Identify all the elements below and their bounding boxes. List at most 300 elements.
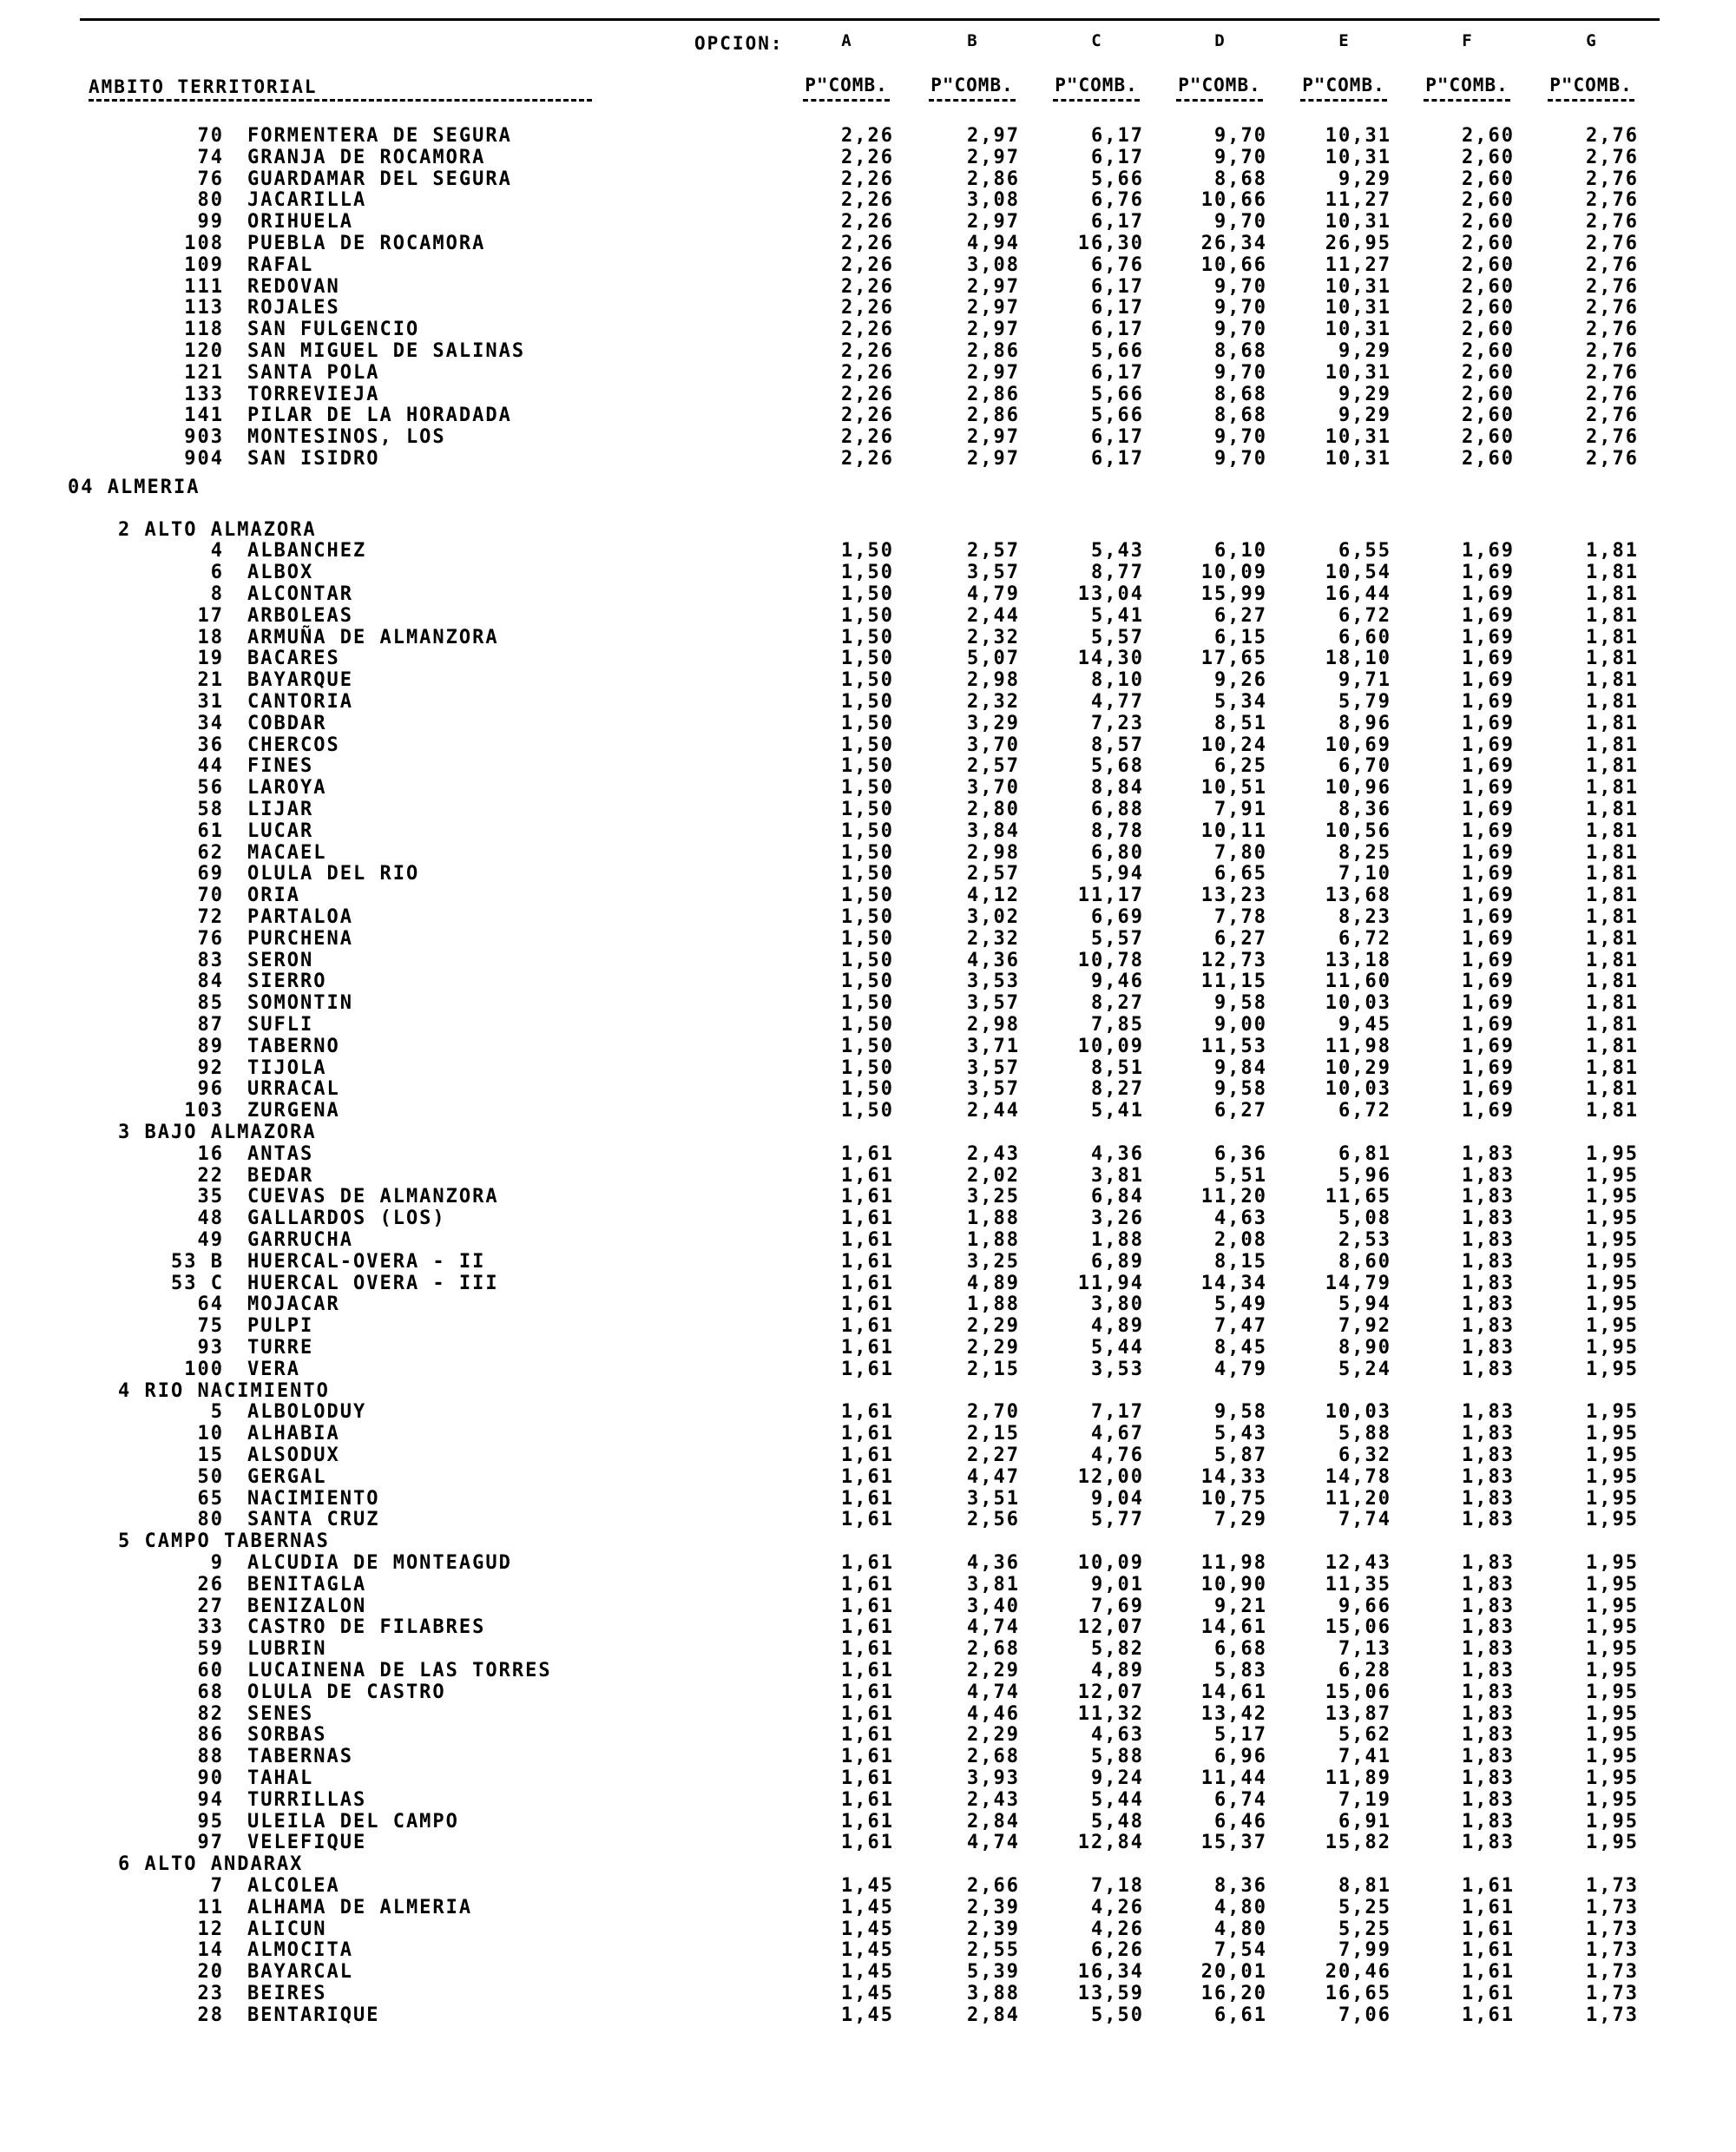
- price-value-a: 1,45: [841, 1918, 894, 1940]
- municipality-code: 65: [197, 1487, 224, 1510]
- municipality-code: 6: [210, 562, 224, 584]
- price-value-f: 1,69: [1462, 562, 1515, 584]
- price-value-b: 2,97: [967, 146, 1020, 168]
- price-value-b: 2,68: [967, 1638, 1020, 1661]
- municipality-name: ANTAS: [247, 1142, 314, 1165]
- municipality-code: 53 B: [171, 1250, 224, 1273]
- price-value-d: 10,11: [1200, 819, 1267, 842]
- price-value-g: 1,81: [1586, 691, 1639, 713]
- price-value-e: 6,72: [1338, 927, 1391, 950]
- price-value-a: 2,26: [841, 211, 894, 234]
- price-value-d: 5,87: [1214, 1445, 1267, 1466]
- price-value-e: 26,95: [1325, 233, 1391, 254]
- column-letter: F: [1462, 31, 1472, 50]
- price-value-g: 1,95: [1586, 1595, 1639, 1617]
- municipality-name: LUCAINENA DE LAS TORRES: [247, 1660, 552, 1681]
- price-value-c: 6,17: [1091, 297, 1144, 319]
- price-value-g: 1,73: [1586, 1875, 1639, 1897]
- price-value-d: 17,65: [1200, 648, 1267, 670]
- price-value-g: 1,95: [1586, 1702, 1639, 1725]
- price-value-e: 10,31: [1325, 319, 1391, 341]
- price-value-e: 7,06: [1338, 2004, 1391, 2026]
- price-value-e: 18,10: [1325, 648, 1391, 670]
- price-value-e: 10,31: [1325, 361, 1391, 384]
- price-value-e: 10,96: [1325, 777, 1391, 800]
- price-value-a: 1,50: [841, 540, 894, 563]
- table-row: [0, 1078, 1736, 1100]
- price-value-e: 15,82: [1325, 1832, 1391, 1854]
- price-value-b: 2,57: [967, 540, 1020, 563]
- table-row: [0, 1552, 1736, 1574]
- table-row: [0, 540, 1736, 562]
- price-value-b: 3,53: [967, 971, 1020, 993]
- price-value-g: 1,95: [1586, 1142, 1639, 1165]
- price-value-a: 1,50: [841, 841, 894, 864]
- price-value-c: 12,00: [1077, 1465, 1144, 1488]
- municipality-code: 36: [197, 734, 224, 756]
- price-value-a: 1,61: [841, 1681, 894, 1703]
- municipality-code: 64: [197, 1293, 224, 1316]
- price-value-a: 1,45: [841, 1896, 894, 1918]
- price-value-b: 2,86: [967, 340, 1020, 362]
- price-value-g: 1,81: [1586, 885, 1639, 907]
- price-value-a: 1,50: [841, 691, 894, 713]
- price-value-a: 1,50: [841, 648, 894, 670]
- price-value-c: 8,84: [1091, 777, 1144, 800]
- price-value-f: 1,83: [1462, 1358, 1515, 1380]
- price-value-g: 1,81: [1586, 819, 1639, 842]
- table-row: [0, 1897, 1736, 1918]
- municipality-name: JACARILLA: [247, 189, 367, 212]
- price-value-a: 1,61: [841, 1595, 894, 1617]
- price-value-c: 6,17: [1091, 146, 1144, 168]
- municipality-name: RAFAL: [247, 253, 314, 276]
- price-value-g: 2,76: [1586, 297, 1639, 319]
- municipality-code: 62: [197, 841, 224, 864]
- price-value-a: 1,45: [841, 2004, 894, 2026]
- municipality-code: 60: [197, 1660, 224, 1681]
- column-header: P"COMB.: [1549, 75, 1633, 95]
- price-value-d: 12,73: [1200, 949, 1267, 971]
- price-value-c: 8,57: [1091, 734, 1144, 756]
- price-value-e: 16,65: [1325, 1983, 1391, 2004]
- municipality-code: 28: [197, 2004, 224, 2026]
- price-value-e: 6,72: [1338, 604, 1391, 627]
- municipality-code: 80: [197, 189, 224, 212]
- price-value-e: 7,92: [1338, 1315, 1391, 1338]
- price-value-b: 4,89: [967, 1272, 1020, 1294]
- price-value-d: 10,90: [1200, 1573, 1267, 1596]
- price-value-c: 6,17: [1091, 361, 1144, 384]
- column-letter: A: [841, 31, 852, 50]
- price-value-g: 1,95: [1586, 1746, 1639, 1768]
- price-value-b: 3,40: [967, 1595, 1020, 1617]
- price-value-d: 11,44: [1200, 1767, 1267, 1789]
- price-value-c: 10,09: [1077, 1035, 1144, 1057]
- price-value-b: 3,84: [967, 819, 1020, 842]
- price-value-g: 1,95: [1586, 1509, 1639, 1531]
- price-value-g: 1,95: [1586, 1767, 1639, 1789]
- municipality-name: ALMOCITA: [247, 1939, 353, 1962]
- price-value-b: 2,86: [967, 383, 1020, 405]
- price-value-c: 5,41: [1091, 1100, 1144, 1122]
- municipality-code: 27: [197, 1595, 224, 1617]
- price-value-f: 2,60: [1462, 168, 1515, 190]
- municipality-code: 87: [197, 1014, 224, 1036]
- municipality-code: 84: [197, 971, 224, 993]
- column-underline: [929, 99, 1016, 102]
- price-value-a: 1,61: [841, 1509, 894, 1531]
- price-value-a: 1,61: [841, 1465, 894, 1488]
- price-value-e: 9,29: [1338, 383, 1391, 405]
- price-value-g: 1,95: [1586, 1250, 1639, 1273]
- price-value-e: 14,79: [1325, 1272, 1391, 1294]
- column-underline: [1300, 99, 1387, 102]
- price-value-e: 6,55: [1338, 540, 1391, 563]
- price-value-e: 8,23: [1338, 906, 1391, 928]
- price-value-c: 16,30: [1077, 233, 1144, 254]
- municipality-name: BEDAR: [247, 1164, 314, 1187]
- price-value-d: 6,10: [1214, 540, 1267, 563]
- price-value-e: 6,81: [1338, 1142, 1391, 1165]
- price-value-a: 1,50: [841, 562, 894, 584]
- price-value-g: 1,81: [1586, 1078, 1639, 1101]
- price-value-b: 3,57: [967, 562, 1020, 584]
- price-value-d: 9,26: [1214, 669, 1267, 692]
- price-value-b: 2,29: [967, 1660, 1020, 1681]
- municipality-name: ALCUDIA DE MONTEAGUD: [247, 1552, 512, 1574]
- table-row: [0, 319, 1736, 340]
- price-value-e: 10,03: [1325, 1078, 1391, 1101]
- price-value-g: 2,76: [1586, 189, 1639, 212]
- municipality-code: 7: [210, 1875, 224, 1897]
- price-value-e: 9,45: [1338, 1014, 1391, 1036]
- table-row: [0, 627, 1736, 648]
- price-value-c: 11,94: [1077, 1272, 1144, 1294]
- price-value-b: 2,29: [967, 1337, 1020, 1359]
- price-value-c: 3,81: [1091, 1164, 1144, 1187]
- price-value-f: 1,69: [1462, 583, 1515, 605]
- price-value-c: 7,85: [1091, 1014, 1144, 1036]
- price-value-c: 13,04: [1077, 583, 1144, 605]
- price-value-d: 7,47: [1214, 1315, 1267, 1338]
- municipality-code: 75: [197, 1315, 224, 1338]
- price-value-c: 3,53: [1091, 1358, 1144, 1380]
- municipality-name: BENITAGLA: [247, 1573, 367, 1596]
- price-value-c: 5,44: [1091, 1337, 1144, 1359]
- table-row: [0, 992, 1736, 1014]
- price-value-b: 3,57: [967, 1056, 1020, 1079]
- price-value-g: 1,81: [1586, 734, 1639, 756]
- municipality-name: BENIZALON: [247, 1595, 367, 1617]
- table-row: [0, 863, 1736, 885]
- price-value-b: 3,25: [967, 1250, 1020, 1273]
- price-value-b: 2,32: [967, 626, 1020, 648]
- table-row: [0, 691, 1736, 713]
- price-value-d: 5,49: [1214, 1293, 1267, 1316]
- price-value-f: 2,60: [1462, 383, 1515, 405]
- price-value-d: 7,91: [1214, 799, 1267, 820]
- price-value-d: 8,68: [1214, 168, 1267, 190]
- price-value-c: 5,41: [1091, 604, 1144, 627]
- municipality-code: 89: [197, 1035, 224, 1057]
- price-value-f: 1,69: [1462, 755, 1515, 778]
- price-value-b: 2,80: [967, 799, 1020, 820]
- municipality-name: VERA: [247, 1358, 300, 1380]
- price-value-c: 5,94: [1091, 863, 1144, 885]
- price-value-f: 1,69: [1462, 992, 1515, 1015]
- price-value-a: 1,50: [841, 626, 894, 648]
- price-value-g: 1,95: [1586, 1272, 1639, 1294]
- price-value-b: 2,86: [967, 405, 1020, 427]
- price-value-g: 1,81: [1586, 1056, 1639, 1079]
- comarca-heading: 2 ALTO ALMAZORA: [118, 518, 317, 541]
- municipality-code: 33: [197, 1616, 224, 1639]
- price-value-f: 1,61: [1462, 1961, 1515, 1984]
- price-value-d: 6,74: [1214, 1788, 1267, 1811]
- price-value-d: 4,80: [1214, 1918, 1267, 1940]
- price-value-d: 10,66: [1200, 253, 1267, 276]
- price-value-e: 10,56: [1325, 819, 1391, 842]
- price-value-a: 1,50: [841, 1014, 894, 1036]
- table-row: [0, 362, 1736, 384]
- price-value-a: 1,61: [841, 1358, 894, 1380]
- price-value-g: 2,76: [1586, 426, 1639, 449]
- price-value-b: 4,94: [967, 233, 1020, 254]
- table-row: [0, 885, 1736, 906]
- price-value-f: 1,83: [1462, 1423, 1515, 1445]
- municipality-code: 109: [184, 253, 224, 276]
- price-value-g: 2,76: [1586, 405, 1639, 427]
- price-value-d: 11,20: [1200, 1186, 1267, 1208]
- price-value-d: 8,45: [1214, 1337, 1267, 1359]
- table-row: [0, 125, 1736, 147]
- municipality-name: ALCONTAR: [247, 583, 353, 605]
- price-value-g: 1,95: [1586, 1724, 1639, 1747]
- price-value-c: 3,80: [1091, 1293, 1144, 1316]
- municipality-name: URRACAL: [247, 1078, 340, 1101]
- municipality-code: 69: [197, 863, 224, 885]
- price-value-b: 4,74: [967, 1616, 1020, 1639]
- column-header: P"COMB.: [930, 75, 1014, 95]
- municipality-code: 120: [184, 340, 224, 362]
- municipality-name: ULEILA DEL CAMPO: [247, 1810, 459, 1833]
- price-value-a: 1,61: [841, 1423, 894, 1445]
- table-row: [0, 755, 1736, 777]
- price-value-c: 8,77: [1091, 562, 1144, 584]
- municipality-name: TABERNAS: [247, 1746, 353, 1768]
- price-value-d: 9,70: [1214, 297, 1267, 319]
- price-value-a: 2,26: [841, 405, 894, 427]
- price-value-a: 1,50: [841, 1100, 894, 1122]
- price-value-b: 2,97: [967, 426, 1020, 449]
- price-value-f: 1,83: [1462, 1142, 1515, 1165]
- price-value-b: 2,97: [967, 361, 1020, 384]
- table-row: [0, 1616, 1736, 1638]
- comarca-heading: 6 ALTO ANDARAX: [118, 1853, 304, 1876]
- price-value-e: 5,62: [1338, 1724, 1391, 1747]
- price-value-e: 5,24: [1338, 1358, 1391, 1380]
- price-value-c: 1,88: [1091, 1229, 1144, 1251]
- price-value-g: 1,81: [1586, 949, 1639, 971]
- price-value-e: 8,90: [1338, 1337, 1391, 1359]
- table-row: [0, 1445, 1736, 1466]
- price-value-f: 2,60: [1462, 297, 1515, 319]
- table-row: [0, 1918, 1736, 1940]
- price-value-e: 7,19: [1338, 1788, 1391, 1811]
- price-value-f: 1,69: [1462, 863, 1515, 885]
- municipality-name: PULPI: [247, 1315, 314, 1338]
- municipality-code: 19: [197, 648, 224, 670]
- price-value-b: 1,88: [967, 1293, 1020, 1316]
- price-value-f: 1,69: [1462, 971, 1515, 993]
- column-header: P"COMB.: [805, 75, 888, 95]
- price-value-e: 16,44: [1325, 583, 1391, 605]
- price-value-f: 1,61: [1462, 1896, 1515, 1918]
- price-value-g: 1,95: [1586, 1638, 1639, 1661]
- column-underline: [1548, 99, 1634, 102]
- price-value-c: 12,07: [1077, 1616, 1144, 1639]
- price-value-c: 4,77: [1091, 691, 1144, 713]
- price-value-e: 6,28: [1338, 1660, 1391, 1681]
- price-value-c: 6,17: [1091, 125, 1144, 147]
- price-value-f: 1,83: [1462, 1788, 1515, 1811]
- table-row: [0, 405, 1736, 426]
- price-value-a: 1,50: [841, 1035, 894, 1057]
- column-letter: B: [967, 31, 977, 50]
- price-value-c: 14,30: [1077, 648, 1144, 670]
- municipality-name: SAN FULGENCIO: [247, 319, 420, 341]
- price-value-b: 2,29: [967, 1724, 1020, 1747]
- price-value-d: 6,46: [1214, 1810, 1267, 1833]
- price-value-g: 1,95: [1586, 1573, 1639, 1596]
- price-value-b: 2,66: [967, 1875, 1020, 1897]
- price-value-b: 1,88: [967, 1208, 1020, 1230]
- price-value-f: 1,61: [1462, 1939, 1515, 1962]
- ambito-underline: [89, 99, 592, 102]
- price-value-g: 1,81: [1586, 1035, 1639, 1057]
- table-row: [0, 1273, 1736, 1294]
- price-value-g: 1,81: [1586, 648, 1639, 670]
- municipality-code: 34: [197, 712, 224, 734]
- price-value-a: 2,26: [841, 189, 894, 212]
- price-value-c: 5,77: [1091, 1509, 1144, 1531]
- price-value-e: 10,31: [1325, 146, 1391, 168]
- price-value-f: 1,69: [1462, 648, 1515, 670]
- price-value-g: 1,81: [1586, 604, 1639, 627]
- price-value-f: 1,69: [1462, 841, 1515, 864]
- table-row: [0, 734, 1736, 756]
- price-value-a: 2,26: [841, 233, 894, 254]
- municipality-code: 44: [197, 755, 224, 778]
- price-value-a: 1,50: [841, 927, 894, 950]
- price-value-g: 1,81: [1586, 1100, 1639, 1122]
- price-value-d: 14,61: [1200, 1681, 1267, 1703]
- price-value-d: 5,34: [1214, 691, 1267, 713]
- price-value-g: 1,95: [1586, 1293, 1639, 1316]
- municipality-name: SIERRO: [247, 971, 327, 993]
- price-value-g: 1,95: [1586, 1681, 1639, 1703]
- price-value-a: 1,45: [841, 1939, 894, 1962]
- price-value-g: 1,95: [1586, 1616, 1639, 1639]
- price-value-d: 9,58: [1214, 1401, 1267, 1424]
- price-value-e: 11,98: [1325, 1035, 1391, 1057]
- price-value-c: 9,24: [1091, 1767, 1144, 1789]
- price-value-b: 3,70: [967, 777, 1020, 800]
- price-value-f: 1,83: [1462, 1445, 1515, 1466]
- table-row: [0, 1466, 1736, 1488]
- price-value-e: 5,96: [1338, 1164, 1391, 1187]
- municipality-code: 82: [197, 1702, 224, 1725]
- price-value-a: 1,61: [841, 1164, 894, 1187]
- price-value-b: 2,39: [967, 1896, 1020, 1918]
- price-value-e: 15,06: [1325, 1616, 1391, 1639]
- price-value-e: 10,31: [1325, 275, 1391, 298]
- municipality-code: 22: [197, 1164, 224, 1187]
- price-value-d: 10,24: [1200, 734, 1267, 756]
- price-value-g: 1,95: [1586, 1810, 1639, 1833]
- price-value-b: 2,68: [967, 1746, 1020, 1768]
- price-value-e: 9,29: [1338, 168, 1391, 190]
- price-value-e: 2,53: [1338, 1229, 1391, 1251]
- table-row: [0, 1229, 1736, 1251]
- price-value-f: 1,83: [1462, 1660, 1515, 1681]
- price-value-b: 2,02: [967, 1164, 1020, 1187]
- price-value-a: 1,50: [841, 669, 894, 692]
- municipality-name: MOJACAR: [247, 1293, 340, 1316]
- price-value-b: 2,84: [967, 2004, 1020, 2026]
- price-value-e: 10,54: [1325, 562, 1391, 584]
- price-value-b: 2,97: [967, 319, 1020, 341]
- price-value-f: 1,69: [1462, 604, 1515, 627]
- column-underline: [1053, 99, 1140, 102]
- price-value-g: 2,76: [1586, 125, 1639, 147]
- price-value-g: 2,76: [1586, 448, 1639, 470]
- price-value-d: 8,15: [1214, 1250, 1267, 1273]
- municipality-code: 35: [197, 1186, 224, 1208]
- price-value-g: 1,81: [1586, 777, 1639, 800]
- price-value-f: 1,69: [1462, 1078, 1515, 1101]
- price-value-a: 1,61: [841, 1810, 894, 1833]
- municipality-code: 10: [197, 1423, 224, 1445]
- price-value-d: 6,61: [1214, 2004, 1267, 2026]
- price-value-c: 4,89: [1091, 1660, 1144, 1681]
- price-value-g: 1,81: [1586, 712, 1639, 734]
- price-value-g: 1,95: [1586, 1660, 1639, 1681]
- price-value-d: 9,21: [1214, 1595, 1267, 1617]
- price-value-e: 6,91: [1338, 1810, 1391, 1833]
- price-value-a: 1,50: [841, 712, 894, 734]
- price-value-d: 16,20: [1200, 1983, 1267, 2004]
- municipality-code: 58: [197, 799, 224, 820]
- price-value-g: 1,81: [1586, 863, 1639, 885]
- price-value-c: 5,88: [1091, 1746, 1144, 1768]
- price-value-g: 1,73: [1586, 1983, 1639, 2004]
- column-header: P"COMB.: [1055, 75, 1138, 95]
- price-value-g: 1,95: [1586, 1164, 1639, 1187]
- price-value-e: 5,79: [1338, 691, 1391, 713]
- price-value-a: 1,61: [841, 1401, 894, 1424]
- table-row: [0, 1767, 1736, 1789]
- price-value-c: 7,23: [1091, 712, 1144, 734]
- price-value-c: 4,36: [1091, 1142, 1144, 1165]
- municipality-code: 8: [210, 583, 224, 605]
- price-value-c: 6,17: [1091, 275, 1144, 298]
- price-value-f: 1,83: [1462, 1573, 1515, 1596]
- price-value-f: 1,83: [1462, 1702, 1515, 1725]
- price-value-a: 2,26: [841, 340, 894, 362]
- price-value-g: 1,81: [1586, 755, 1639, 778]
